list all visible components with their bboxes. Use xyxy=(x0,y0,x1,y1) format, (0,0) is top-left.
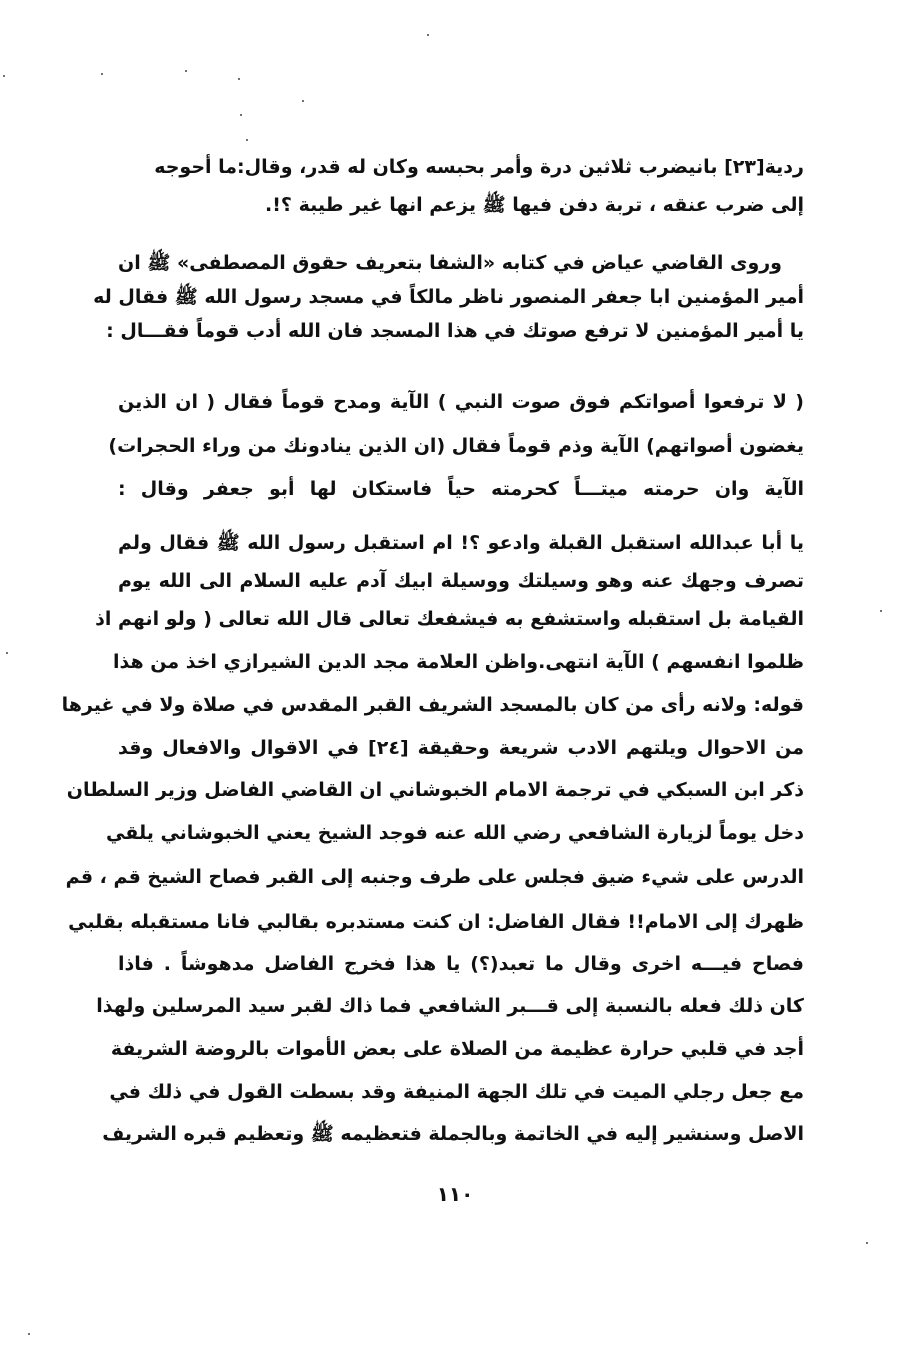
scan-speck xyxy=(427,34,429,36)
scan-speck xyxy=(866,1242,868,1244)
text-line: فصاح فيـــه اخرى وقال ما تعبد(؟) يا هذا فخرج الفاضل مدهوشاً . فاذا xyxy=(118,953,804,975)
text-line: الآية وان حرمته ميتـــاً كحرمته حياً فاستكان لها أبو جعفر وقال : xyxy=(118,478,804,500)
scan-speck xyxy=(246,139,248,141)
scan-speck xyxy=(3,75,5,77)
scan-speck xyxy=(28,1333,30,1335)
text-line: ردية[٢٣] بانيضرب ثلاثين درة وأمر بحبسه وكان له قدر، وقال:ما أحوجه xyxy=(154,156,804,178)
text-line: ذكر ابن السبكي في ترجمة الامام الخبوشاني ان القاضي الفاضل وزير السلطان xyxy=(66,779,804,801)
text-line: أمير المؤمنين ابا جعفر المنصور ناظر مالكاً في مسجد رسول الله ﷺ فقال له xyxy=(93,286,804,308)
scan-speck xyxy=(101,73,103,75)
text-line: يا أبا عبدالله استقبل القبلة وادعو ؟! ام استقبل رسول الله ﷺ فقال ولم xyxy=(118,532,804,554)
text-line: القيامة بل استقبله واستشفع به فيشفعك تعالى قال الله تعالى ( ولو انهم اذ xyxy=(95,608,804,630)
page-number: ١١٠ xyxy=(436,1182,474,1206)
scan-speck xyxy=(238,78,240,80)
scan-speck xyxy=(240,114,242,116)
scan-speck xyxy=(185,70,187,72)
text-line: يا أمير المؤمنين لا ترفع صوتك في هذا المسجد فان الله أدب قوماً فقـــال : xyxy=(106,320,804,342)
text-line: تصرف وجهك عنه وهو وسيلتك ووسيلة ابيك آدم عليه السلام الى الله يوم xyxy=(118,570,804,592)
text-line: الاصل وسنشير إليه في الخاتمة وبالجملة فتعظيمه ﷺ وتعظيم قبره الشريف xyxy=(102,1123,804,1145)
text-line: دخل يوماً لزيارة الشافعي رضي الله عنه فوجد الشيخ يعني الخبوشاني يلقي xyxy=(106,822,804,844)
text-line: قوله: ولانه رأى من كان بالمسجد الشريف القبر المقدس في صلاة ولا في غيرها xyxy=(61,694,804,716)
text-line: وروى القاضي عياض في كتابه «الشفا بتعريف حقوق المصطفى» ﷺ ان xyxy=(118,252,782,274)
scan-speck xyxy=(302,100,304,102)
scan-speck xyxy=(6,652,8,654)
text-line: الدرس على شيء ضيق فجلس على طرف وجنبه إلى القبر فصاح الشيخ قم ، قم xyxy=(65,866,804,888)
scan-speck xyxy=(880,610,882,612)
text-line: كان ذلك فعله بالنسبة إلى قـــبر الشافعي فما ذاك لقبر سيد المرسلين ولهذا xyxy=(96,995,804,1017)
text-line: مع جعل رجلي الميت في تلك الجهة المنيفة وقد بسطت القول في ذلك في xyxy=(109,1081,804,1103)
text-line: ظلموا انفسهم ) الآية انتهى.واظن العلامة مجد الدين الشيرازي اخذ من هذا xyxy=(113,651,804,673)
text-line: إلى ضرب عنقه ، تربة دفن فيها ﷺ يزعم انها غير طيبة ؟!. xyxy=(265,194,804,216)
text-line: يغضون أصواتهم) الآية وذم قوماً فقال (ان الذين ينادونك من وراء الحجرات) xyxy=(108,435,804,457)
text-line: أجد في قلبي حرارة عظيمة من الصلاة على بعض الأموات بالروضة الشريفة xyxy=(110,1038,804,1060)
text-line: من الاحوال ويلتهم الادب شريعة وحقيقة [٢٤] في الاقوال والافعال وقد xyxy=(118,737,804,759)
text-line: ( لا ترفعوا أصواتكم فوق صوت النبي ) الآية ومدح قوماً فقال ( ان الذين xyxy=(118,391,804,413)
text-line: ظهرك إلى الامام!! فقال الفاضل: ان كنت مستدبره بقالبي فانا مستقبله بقلبي xyxy=(68,911,804,933)
